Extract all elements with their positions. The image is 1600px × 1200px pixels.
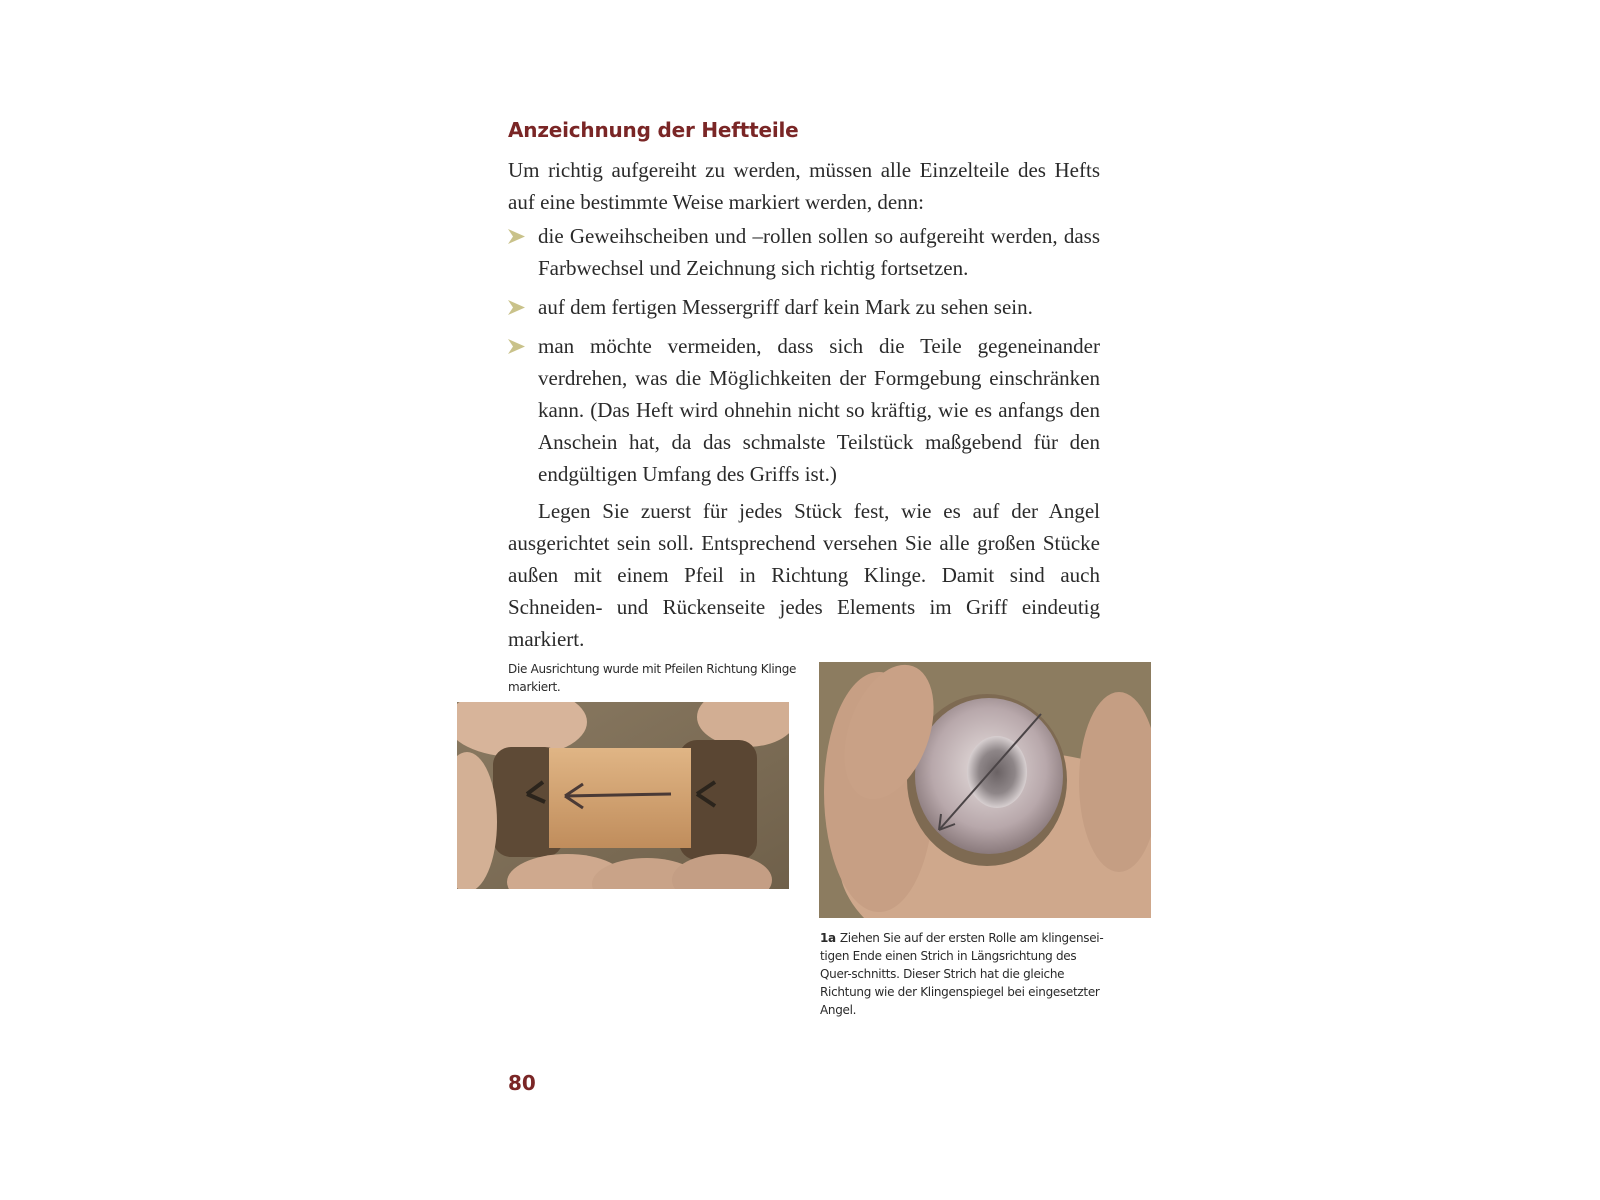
- figure-caption-right: [820, 929, 1110, 1019]
- arrow-bullet-icon: [508, 339, 525, 354]
- photo-antler-disc: [819, 662, 1151, 918]
- list-item: [508, 291, 1100, 323]
- bullet-list: [508, 220, 1100, 497]
- closing-paragraph: Legen Sie zuerst für jedes Stück fest, wie es auf der Angel ausgerichtet sein soll. Entsprechend versehen Sie alle großen Stücke außen mit einem Pfeil in Richtung Klinge. Damit sind auch Schneiden- und Rückenseite jedes Elements im Griff eindeutig markiert.: [508, 499, 1100, 651]
- page-number: 80: [508, 1071, 536, 1095]
- arrow-bullet-icon: [508, 229, 525, 244]
- figure-caption-text: Ziehen Sie auf der ersten Rolle am klingensei-tigen Ende einen Strich in Längsrichtung des Quer-schnitts. Dieser Strich hat die gleiche Richtung wie der Klingenspiegel bei eingesetzter Angel.: [820, 931, 1104, 1017]
- figure-caption-left: Die Ausrichtung wurde mit Pfeilen Richtung Klinge markiert.: [508, 662, 797, 694]
- section-heading: Anzeichnung der Heftteile: [508, 118, 799, 142]
- list-item-text: die Geweihscheiben und –rollen sollen so aufgereiht werden, dass Farbwechsel und Zeichnung sich richtig fortsetzen.: [538, 224, 1100, 280]
- list-item: [508, 330, 1100, 490]
- photo-wood-block: [457, 702, 789, 889]
- intro-paragraph: Um richtig aufgereiht zu werden, müssen alle Einzelteile des Hefts auf eine bestimmte Weise markiert werden, denn:: [508, 158, 1100, 214]
- list-item-text: man möchte vermeiden, dass sich die Teile gegeneinander verdrehen, was die Möglichkeiten der Formgebung einschränken kann. (Das Heft wird ohnehin nicht so kräftig, wie es anfangs den Anschein hat, da das schmalste Teilstück maßgebend für den endgültigen Umfang des Griffs ist.): [538, 334, 1100, 486]
- list-item: [508, 220, 1100, 284]
- arrow-bullet-icon: [508, 300, 525, 315]
- figure-label: 1a: [820, 931, 836, 945]
- list-item-text: auf dem fertigen Messergriff darf kein Mark zu sehen sein.: [538, 295, 1033, 319]
